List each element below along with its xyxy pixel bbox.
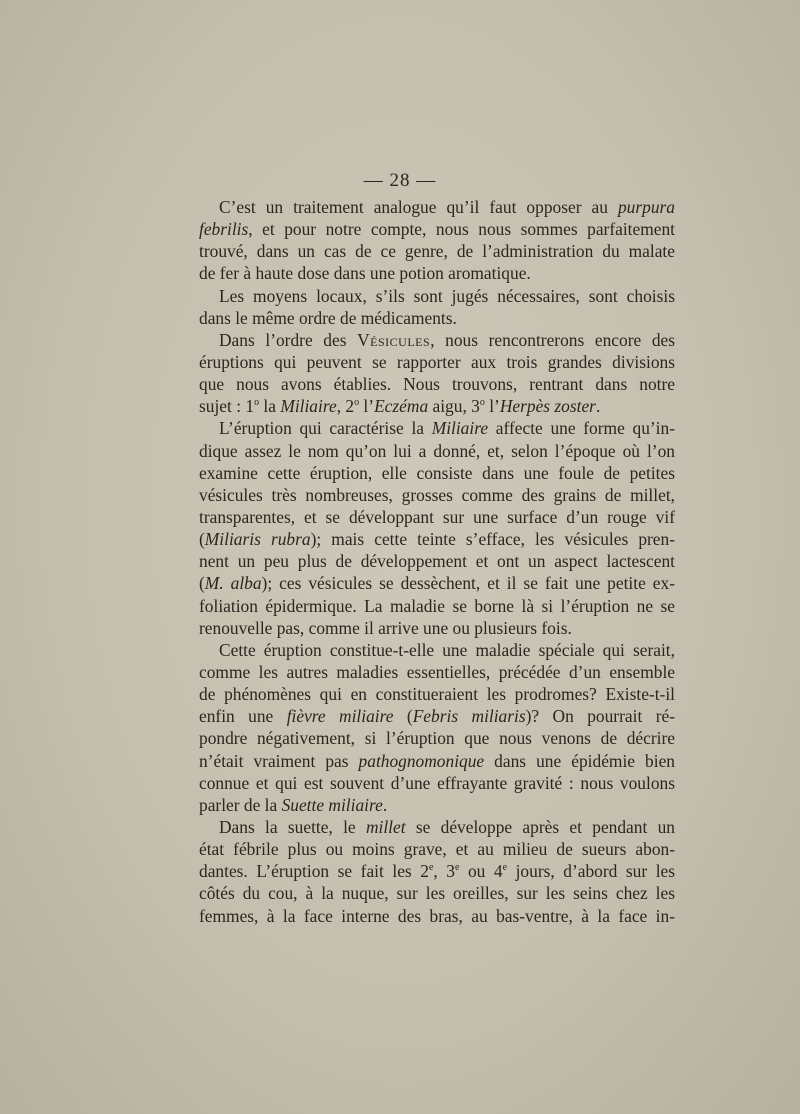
small-caps-term: Vésicules (357, 329, 431, 350)
italic-term: febrilis (199, 219, 249, 240)
italic-term: Miliaris rubra (204, 529, 311, 550)
text-segment: , nous rencontrerons encore des (430, 329, 676, 350)
text-line (199, 727, 675, 749)
text-segment: connue et qui est souvent d’une effrayante gravité : nous voulons (199, 772, 675, 793)
text-line (199, 285, 675, 307)
superscript: e (454, 862, 460, 874)
text-segment: . (595, 396, 601, 417)
text-segment: renouvelle pas, comme il arrive une ou plusieurs fois. (199, 617, 572, 638)
text-line (199, 262, 675, 284)
text-segment: Dans l’ordre des (219, 329, 358, 350)
text-segment: nent un peu plus de développement et ont un aspect lactescent (199, 551, 675, 572)
text-line (199, 417, 675, 439)
italic-term: Herpès zoster (499, 396, 596, 417)
text-line (199, 661, 675, 683)
text-segment: . (382, 794, 388, 815)
text-line (199, 639, 675, 661)
text-line (199, 772, 675, 794)
text-line (199, 572, 675, 594)
text-segment: )? On pourrait ré- (525, 706, 675, 727)
italic-term: Febris miliaris (412, 706, 526, 727)
text-line (199, 395, 675, 417)
text-segment: Dans la suette, le (219, 816, 366, 837)
text-line (199, 705, 675, 727)
text-segment: trouvé, dans un cas de ce genre, de l’administration du malate (199, 241, 675, 262)
italic-term: Miliaire (431, 418, 489, 439)
text-segment: comme les autres maladies essentielles, précédée d’un ensemble (199, 661, 675, 682)
page-number: — 28 — (363, 170, 437, 191)
text-line (199, 550, 675, 572)
text-segment: , et pour notre compte, nous nous sommes parfaitement (248, 219, 675, 240)
text-segment: parler de la (199, 794, 282, 815)
text-line (199, 750, 675, 772)
text-segment: Cette éruption constitue-t-elle une maladie spéciale qui serait, (219, 639, 675, 660)
text-line (199, 240, 675, 262)
text-segment: que nous avons établies. Nous trouvons, rentrant dans notre (199, 374, 675, 395)
text-segment: dans une épidémie bien (484, 750, 675, 771)
text-segment: enfin une (199, 706, 287, 727)
text-segment: transparentes, et se développant sur une surface d’un rouge vif (199, 506, 675, 527)
text-segment: femmes, à la face interne des bras, au bas-ventre, à la face in- (199, 905, 675, 926)
text-segment: Les moyens locaux, s’ils sont jugés nécessaires, sont choisis (219, 285, 675, 306)
superscript: e (428, 862, 434, 874)
text-segment: l’ (484, 396, 500, 417)
italic-term: M. alba (204, 573, 262, 594)
text-segment: C’est un traitement analogue qu’il faut opposer au (219, 197, 618, 217)
text-segment: dantes. L’éruption se fait les 2 (199, 861, 429, 882)
text-segment: ); mais cette teinte s’efface, les vésicules pren- (310, 529, 676, 550)
italic-term: Eczéma (374, 396, 429, 417)
text-segment: se développe après et pendant un (405, 816, 675, 837)
text-segment: vésicules très nombreuses, grosses comme des grains de millet, (199, 484, 675, 505)
text-line (199, 506, 675, 528)
text-segment: dans le même ordre de médicaments. (199, 307, 457, 328)
text-segment: ou 4 (459, 861, 503, 882)
text-segment: pondre négativement, si l’éruption que nous venons de décrire (199, 728, 675, 749)
text-segment: sujet : 1 (199, 396, 255, 417)
superscript: o (354, 397, 360, 409)
text-segment: ( (199, 573, 205, 594)
text-line (199, 196, 675, 218)
italic-term: fièvre miliaire (286, 706, 394, 727)
italic-term: Miliaire (280, 396, 337, 417)
text-line (199, 440, 675, 462)
text-segment: jours, d’abord sur les (507, 861, 676, 882)
superscript: o (254, 397, 260, 409)
text-line (199, 462, 675, 484)
text-line (199, 683, 675, 705)
text-segment: dique assez le nom qu’on lui a donné, et, selon l’époque où l’on (199, 440, 675, 461)
text-segment: éruptions qui peuvent se rapporter aux trois grandes divisions (199, 351, 675, 372)
text-line (199, 882, 675, 904)
text-segment: la (259, 396, 281, 417)
text-segment: ( (393, 706, 413, 727)
text-segment: L’éruption qui caractérise la (219, 418, 432, 439)
text-segment: affecte une forme qu’in- (488, 418, 675, 439)
text-segment: côtés du cou, à la nuque, sur les oreilles, sur les seins chez les (199, 883, 675, 904)
body-text (199, 196, 675, 927)
superscript: e (502, 862, 508, 874)
text-line (199, 351, 675, 373)
text-line (199, 816, 675, 838)
text-segment: état fébrile plus ou moins grave, et au milieu de sueurs abon- (199, 839, 675, 860)
text-line (199, 329, 675, 351)
text-line (199, 595, 675, 617)
text-segment: n’était vraiment pas (199, 750, 359, 771)
text-line (199, 617, 675, 639)
text-line (199, 373, 675, 395)
italic-term: purpura (617, 197, 675, 217)
text-line (199, 484, 675, 506)
text-line (199, 528, 675, 550)
text-segment: de fer à haute dose dans une potion aromatique. (199, 263, 531, 284)
text-segment: , 3 (433, 861, 455, 882)
text-segment: foliation épidermique. La maladie se borne là si l’éruption ne se (199, 595, 675, 616)
text-segment: l’ (359, 396, 375, 417)
superscript: o (479, 397, 485, 409)
text-segment: de phénomènes qui en constitueraient les prodromes? Existe-t-il (199, 684, 675, 705)
text-line (199, 905, 675, 927)
text-segment: aigu, 3 (428, 396, 480, 417)
text-line (199, 218, 675, 240)
italic-term: pathognomonique (358, 750, 485, 771)
text-line (199, 794, 675, 816)
text-segment: ); ces vésicules se dessèchent, et il se fait une petite ex- (261, 573, 675, 594)
text-segment: ( (199, 529, 205, 550)
italic-term: millet (365, 816, 406, 837)
text-line (199, 838, 675, 860)
text-segment: examine cette éruption, elle consiste dans une foule de petites (199, 462, 675, 483)
text-line (199, 307, 675, 329)
text-line (199, 860, 675, 882)
text-segment: , 2 (336, 396, 355, 417)
italic-term: Suette miliaire (281, 794, 383, 815)
